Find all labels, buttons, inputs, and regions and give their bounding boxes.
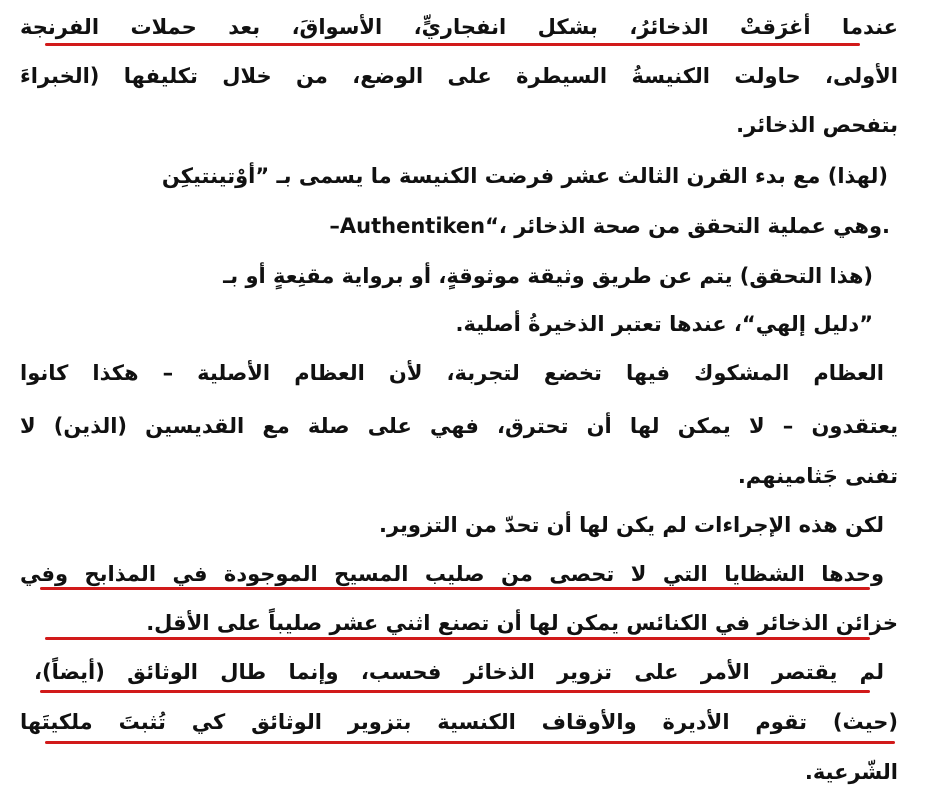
text-line-8: العظام المشكوك فيها تخضع لتجربة، لأن العظام الأصلية – هكذا كانوا bbox=[20, 361, 884, 385]
text-line-9: يعتقدون – لا يمكن لها أن تحترق، فهي على صلة مع القديسين (الذين) لا bbox=[20, 414, 898, 438]
text-line-6: (هذا التحقق) يتم عن طريق وثيقة موثوقةٍ، أو برواية مقنِعةٍ أو بـ bbox=[223, 264, 873, 288]
red-underline-line-12 bbox=[40, 587, 870, 590]
text-line-15: (حيث) تقوم الأديرة والأوقاف الكنسية بتزوير الوثائق كي تُثبتَ ملكيتَها bbox=[20, 710, 898, 734]
text-line-11: لكن هذه الإجراءات لم يكن لها أن تحدّ من التزوير. bbox=[378, 513, 884, 537]
text-line-16: الشّرعية. bbox=[804, 760, 898, 784]
text-line-5: –Authentiken“، وهي عملية التحقق من صحة الذخائر. bbox=[329, 214, 890, 238]
red-underline-line-15 bbox=[45, 741, 895, 744]
text-line-3: بتفحص الذخائر. bbox=[736, 113, 898, 137]
text-line-4: (لهذا) مع بدء القرن الثالث عشر فرضت الكنيسة ما يسمى بـ ”أوْتينتيكِن bbox=[161, 164, 888, 188]
red-underline-line-13 bbox=[45, 637, 870, 640]
text-line-2: الأولى، حاولت الكنيسةُ السيطرة على الوضع، من خلال تكليفها (الخبراءَ bbox=[20, 64, 898, 88]
text-line-14: لم يقتصر الأمر على تزوير الذخائر فحسب، وإنما طال الوثائق (أيضاً)، bbox=[34, 660, 884, 684]
text-line-1: عندما أغرَقتْ الذخائرُ، بشكل انفجاريٍّ، الأسواقَ، بعد حملات الفرنجة bbox=[20, 15, 898, 39]
text-line-10: تفنى جَثامينهم. bbox=[737, 464, 898, 488]
red-underline-line-1 bbox=[45, 43, 860, 46]
text-line-13: خزائن الذخائر في الكنائس يمكن لها أن تصنع اثني عشر صليباً على الأقل. bbox=[146, 611, 898, 635]
text-line-7: ”دليل إلهي“، عندها تعتبر الذخيرةُ أصلية. bbox=[455, 312, 873, 336]
red-underline-line-14 bbox=[40, 690, 870, 693]
text-line-12: وحدها الشظايا التي لا تحصى من صليب المسيح الموجودة في المذابح وفي bbox=[20, 562, 884, 586]
